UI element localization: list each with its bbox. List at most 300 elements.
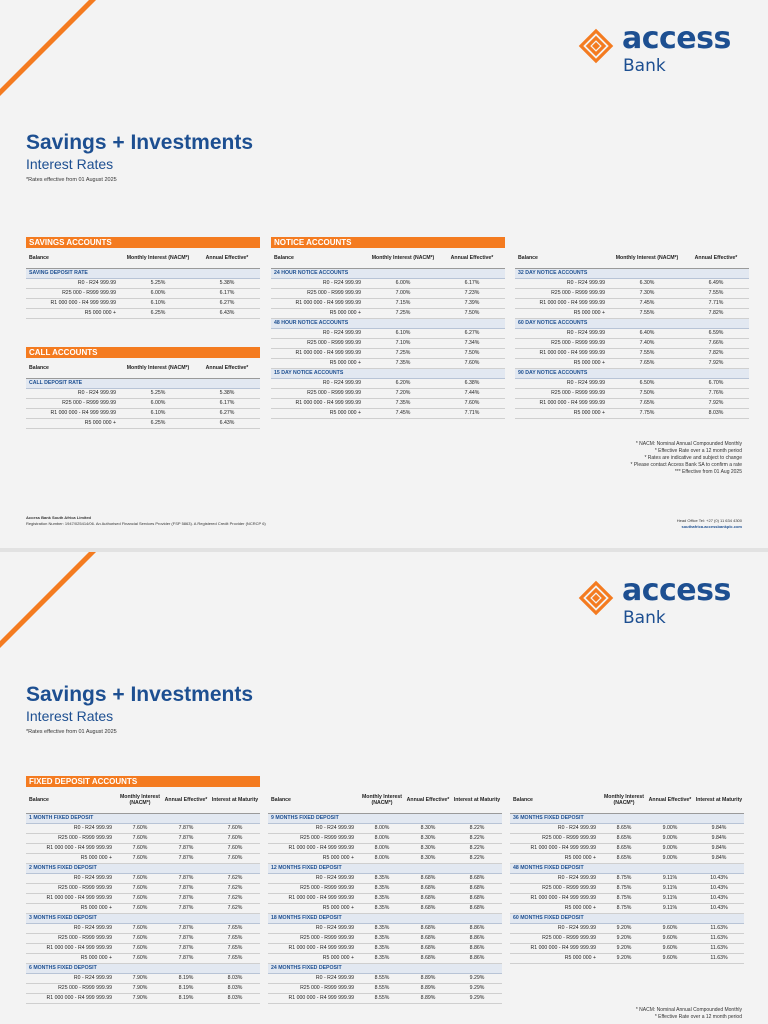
rate-cell: 7.55% — [683, 288, 749, 298]
rate-cell: 8.75% — [602, 883, 646, 893]
balance-cell: R1 000 000 - R4 999 999.99 — [268, 893, 360, 903]
rate-footnotes — [522, 441, 742, 476]
balance-cell: R0 - R24 999.99 — [26, 923, 118, 933]
rate-cell: 7.87% — [162, 853, 210, 863]
balance-cell: R5 000 000 + — [26, 418, 122, 428]
balance-cell: R1 000 000 - R4 999 999.99 — [268, 843, 360, 853]
rate-cell: 7.92% — [683, 398, 749, 408]
rate-cell: 9.11% — [646, 883, 694, 893]
rate-cell: 10.43% — [694, 883, 744, 893]
rate-cell: 8.86% — [452, 923, 502, 933]
rate-cell: 7.44% — [439, 388, 505, 398]
rate-cell: 8.03% — [210, 973, 260, 983]
rate-cell: 9.11% — [646, 903, 694, 913]
rate-cell: 6.59% — [683, 328, 749, 338]
rate-cell: 9.60% — [646, 943, 694, 953]
rate-cell: 6.25% — [122, 308, 194, 318]
balance-cell: R1 000 000 - R4 999 999.99 — [510, 893, 602, 903]
table-row — [271, 328, 505, 338]
contact-footer — [560, 518, 742, 530]
table-row — [26, 298, 260, 308]
rate-cell: 8.22% — [452, 823, 502, 833]
rate-cell: 5.25% — [122, 388, 194, 398]
rate-group-header — [515, 318, 749, 328]
table-row — [515, 278, 749, 288]
rate-cell: 7.87% — [162, 923, 210, 933]
rate-cell: 6.70% — [683, 378, 749, 388]
table-row — [510, 923, 744, 933]
table-row — [268, 833, 502, 843]
rate-footnotes — [522, 1007, 742, 1021]
balance-cell: R1 000 000 - R4 999 999.99 — [510, 843, 602, 853]
table-row — [271, 348, 505, 358]
rate-cell: 6.17% — [194, 288, 260, 298]
rate-cell: 7.65% — [611, 358, 683, 368]
table-row — [26, 823, 260, 833]
balance-cell: R25 000 - R999 999.99 — [271, 288, 367, 298]
rate-cell: 11.63% — [694, 933, 744, 943]
table-row — [515, 298, 749, 308]
rate-cell: 11.63% — [694, 943, 744, 953]
rate-cell: 8.65% — [602, 843, 646, 853]
table-row — [510, 903, 744, 913]
rate-cell: 8.89% — [404, 993, 452, 1003]
table-row — [510, 953, 744, 963]
rate-cell: 8.68% — [404, 953, 452, 963]
rate-cell: 9.84% — [694, 853, 744, 863]
rate-cell: 7.62% — [210, 873, 260, 883]
table-row — [510, 943, 744, 953]
page-subtitle: Interest Rates — [26, 156, 114, 172]
rate-cell: 7.76% — [683, 388, 749, 398]
rate-cell: 8.68% — [452, 873, 502, 883]
balance-cell: R1 000 000 - R4 999 999.99 — [26, 298, 122, 308]
rate-cell: 9.00% — [646, 843, 694, 853]
footnote-line: * Rates are indicative and subject to change — [644, 455, 742, 461]
rate-cell: 8.68% — [404, 933, 452, 943]
access-bank-logo — [578, 573, 748, 628]
rate-group-title: SAVING DEPOSIT RATE — [26, 268, 260, 278]
rate-cell: 8.35% — [360, 903, 404, 913]
table-row — [271, 298, 505, 308]
balance-cell: R25 000 - R999 999.99 — [510, 883, 602, 893]
rate-cell: 9.20% — [602, 943, 646, 953]
table-row — [26, 903, 260, 913]
rate-cell: 7.15% — [367, 298, 439, 308]
footnote-line: * Effective Rate over a 12 month period — [654, 1014, 742, 1020]
rates-effective-note: *Rates effective from 01 August 2025 — [26, 729, 117, 735]
balance-cell: R5 000 000 + — [26, 953, 118, 963]
table-row — [271, 308, 505, 318]
rate-cell: 7.60% — [118, 893, 162, 903]
balance-cell: R0 - R24 999.99 — [26, 873, 118, 883]
rate-cell: 6.38% — [439, 378, 505, 388]
rate-cell: 7.71% — [439, 408, 505, 418]
rate-cell: 8.68% — [452, 893, 502, 903]
rate-cell: 7.87% — [162, 933, 210, 943]
table-row — [268, 883, 502, 893]
balance-cell: R0 - R24 999.99 — [26, 823, 118, 833]
table-row — [26, 983, 260, 993]
table-row — [26, 873, 260, 883]
rate-cell: 6.10% — [122, 408, 194, 418]
website-link[interactable]: southafrica.accessbankplc.com — [681, 524, 742, 529]
access-bank-logo — [578, 21, 748, 76]
rate-group-header — [268, 913, 502, 923]
rate-cell: 8.35% — [360, 943, 404, 953]
rate-cell: 7.50% — [611, 388, 683, 398]
rate-cell: 7.87% — [162, 883, 210, 893]
balance-cell: R0 - R24 999.99 — [510, 873, 602, 883]
rate-cell: 10.43% — [694, 903, 744, 913]
rate-cell: 8.68% — [404, 923, 452, 933]
col-annual-effective: Annual Effective* — [404, 787, 452, 813]
rate-group-title: 9 MONTHS FIXED DEPOSIT — [268, 813, 502, 823]
col-balance: Balance — [515, 248, 611, 268]
rate-cell: 9.20% — [602, 923, 646, 933]
rate-group-header — [510, 913, 744, 923]
table-row — [510, 933, 744, 943]
logo-wordmark: access — [622, 573, 731, 608]
rate-cell: 6.20% — [367, 378, 439, 388]
rate-cell: 6.27% — [439, 328, 505, 338]
rate-cell: 7.87% — [162, 953, 210, 963]
table-row — [271, 358, 505, 368]
balance-cell: R25 000 - R999 999.99 — [26, 833, 118, 843]
rate-group-title: 12 MONTHS FIXED DEPOSIT — [268, 863, 502, 873]
rate-cell: 11.63% — [694, 953, 744, 963]
fixed-deposit-table-short-term — [26, 787, 260, 1004]
rate-group-header — [271, 368, 505, 378]
logo-subtext: Bank — [623, 56, 666, 76]
rate-cell: 9.60% — [646, 953, 694, 963]
rate-cell: 7.60% — [210, 853, 260, 863]
rate-cell: 9.60% — [646, 923, 694, 933]
rate-cell: 8.55% — [360, 973, 404, 983]
rate-cell: 7.60% — [118, 933, 162, 943]
rate-cell: 8.03% — [210, 993, 260, 1003]
table-row — [515, 398, 749, 408]
rate-cell: 7.39% — [439, 298, 505, 308]
rate-cell: 7.60% — [118, 943, 162, 953]
rate-cell: 5.25% — [122, 278, 194, 288]
rate-cell: 8.30% — [404, 833, 452, 843]
rate-cell: 9.20% — [602, 933, 646, 943]
rate-cell: 6.43% — [194, 418, 260, 428]
company-footer — [26, 515, 266, 527]
balance-cell: R0 - R24 999.99 — [26, 973, 118, 983]
rate-group-header — [26, 268, 260, 278]
rate-cell: 9.84% — [694, 823, 744, 833]
col-annual-effective: Annual Effective* — [646, 787, 694, 813]
table-row — [268, 843, 502, 853]
balance-cell: R0 - R24 999.99 — [510, 823, 602, 833]
balance-cell: R25 000 - R999 999.99 — [26, 398, 122, 408]
table-row — [515, 288, 749, 298]
rate-cell: 6.17% — [194, 398, 260, 408]
table-row — [268, 973, 502, 983]
rate-cell: 8.75% — [602, 873, 646, 883]
table-row — [268, 893, 502, 903]
col-balance: Balance — [510, 787, 602, 813]
rate-cell: 6.50% — [611, 378, 683, 388]
rate-group-title: 24 HOUR NOTICE ACCOUNTS — [271, 268, 505, 278]
rate-cell: 7.25% — [367, 348, 439, 358]
table-row — [26, 953, 260, 963]
rate-cell: 8.68% — [404, 873, 452, 883]
balance-cell: R25 000 - R999 999.99 — [26, 288, 122, 298]
rate-cell: 7.87% — [162, 843, 210, 853]
logo-subtext: Bank — [623, 608, 666, 628]
savings-accounts-header: SAVINGS ACCOUNTS — [26, 237, 260, 248]
rate-group-title: 90 DAY NOTICE ACCOUNTS — [515, 368, 749, 378]
rate-cell: 6.00% — [367, 278, 439, 288]
rate-cell: 7.55% — [611, 308, 683, 318]
rate-cell: 8.00% — [360, 833, 404, 843]
page-subtitle: Interest Rates — [26, 708, 114, 724]
rate-cell: 11.63% — [694, 923, 744, 933]
rate-cell: 7.60% — [118, 903, 162, 913]
balance-cell: R0 - R24 999.99 — [26, 388, 122, 398]
rate-cell: 8.30% — [404, 853, 452, 863]
rate-group-header — [26, 863, 260, 873]
rate-cell: 8.68% — [404, 943, 452, 953]
rate-group-title: 3 MONTHS FIXED DEPOSIT — [26, 913, 260, 923]
rate-cell: 9.84% — [694, 843, 744, 853]
balance-cell: R5 000 000 + — [268, 853, 360, 863]
rate-cell: 9.00% — [646, 853, 694, 863]
balance-cell: R25 000 - R999 999.99 — [26, 883, 118, 893]
rate-group-header — [26, 378, 260, 388]
balance-cell: R0 - R24 999.99 — [271, 328, 367, 338]
rate-group-title: 60 DAY NOTICE ACCOUNTS — [515, 318, 749, 328]
balance-cell: R5 000 000 + — [271, 358, 367, 368]
rate-cell: 7.87% — [162, 903, 210, 913]
rate-cell: 7.50% — [439, 348, 505, 358]
col-annual-effective: Annual Effective* — [194, 248, 260, 268]
balance-cell: R5 000 000 + — [510, 903, 602, 913]
rate-cell: 7.30% — [611, 288, 683, 298]
col-interest-at-maturity: Interest at Maturity — [694, 787, 744, 813]
rate-cell: 9.00% — [646, 833, 694, 843]
rate-cell: 6.27% — [194, 408, 260, 418]
rate-group-header — [510, 813, 744, 823]
rate-cell: 7.60% — [118, 953, 162, 963]
rate-cell: 8.19% — [162, 973, 210, 983]
rate-cell: 7.34% — [439, 338, 505, 348]
balance-cell: R5 000 000 + — [515, 308, 611, 318]
table-row — [515, 378, 749, 388]
rate-cell: 7.90% — [118, 973, 162, 983]
rate-cell: 9.29% — [452, 983, 502, 993]
rate-cell: 8.75% — [602, 903, 646, 913]
rate-cell: 8.19% — [162, 983, 210, 993]
table-row — [26, 973, 260, 983]
col-monthly-interest: Monthly Interest (NACM*) — [367, 248, 439, 268]
table-row — [271, 278, 505, 288]
table-row — [271, 378, 505, 388]
rate-cell: 6.17% — [439, 278, 505, 288]
rate-cell: 8.65% — [602, 853, 646, 863]
rate-cell: 8.68% — [404, 883, 452, 893]
rate-cell: 7.35% — [367, 398, 439, 408]
rate-group-header — [268, 963, 502, 973]
balance-cell: R25 000 - R999 999.99 — [271, 388, 367, 398]
col-annual-effective: Annual Effective* — [439, 248, 505, 268]
access-logo-mark-icon — [578, 580, 614, 616]
rate-cell: 8.86% — [452, 943, 502, 953]
rate-group-header — [26, 813, 260, 823]
balance-cell: R25 000 - R999 999.99 — [515, 388, 611, 398]
col-annual-effective: Annual Effective* — [194, 358, 260, 378]
rate-cell: 7.65% — [210, 933, 260, 943]
table-row — [26, 418, 260, 428]
rate-cell: 7.92% — [683, 358, 749, 368]
notice-rates-table-long — [515, 248, 749, 419]
balance-cell: R5 000 000 + — [510, 953, 602, 963]
rate-cell: 7.65% — [210, 943, 260, 953]
rate-cell: 8.22% — [452, 843, 502, 853]
rate-cell: 6.25% — [122, 418, 194, 428]
rate-cell: 5.38% — [194, 388, 260, 398]
rate-cell: 7.25% — [367, 308, 439, 318]
footnote-line: *** Effective from 01 Aug 2025 — [674, 469, 742, 475]
balance-cell: R25 000 - R999 999.99 — [26, 983, 118, 993]
rate-cell: 8.35% — [360, 953, 404, 963]
registration-text: Registration Number: 1947/025414/06. An Authorised Financial Services Provider (FSP 5863). A Registered Credit Provider (NCRCP 6) — [26, 521, 266, 526]
table-row — [268, 993, 502, 1003]
rate-cell: 8.35% — [360, 923, 404, 933]
balance-cell: R5 000 000 + — [268, 903, 360, 913]
fixed-deposit-table-mid-term — [268, 787, 502, 1004]
notice-rates-table-short — [271, 248, 505, 419]
col-annual-effective: Annual Effective* — [683, 248, 749, 268]
rate-cell: 6.27% — [194, 298, 260, 308]
rate-cell: 7.35% — [367, 358, 439, 368]
table-row — [271, 388, 505, 398]
rate-cell: 8.68% — [452, 903, 502, 913]
rate-cell: 8.75% — [602, 893, 646, 903]
rate-cell: 8.86% — [452, 953, 502, 963]
table-row — [271, 398, 505, 408]
balance-cell: R25 000 - R999 999.99 — [515, 338, 611, 348]
page-title: Savings + Investments — [26, 683, 254, 706]
rate-cell: 6.10% — [122, 298, 194, 308]
balance-cell: R5 000 000 + — [26, 903, 118, 913]
rate-cell: 8.35% — [360, 873, 404, 883]
rate-cell: 6.49% — [683, 278, 749, 288]
rates-effective-note: *Rates effective from 01 August 2025 — [26, 177, 117, 183]
table-row — [510, 893, 744, 903]
balance-cell: R5 000 000 + — [271, 308, 367, 318]
table-row — [268, 853, 502, 863]
balance-cell: R0 - R24 999.99 — [271, 278, 367, 288]
col-balance: Balance — [271, 248, 367, 268]
rate-cell: 8.03% — [683, 408, 749, 418]
rate-cell: 6.40% — [611, 328, 683, 338]
balance-cell: R25 000 - R999 999.99 — [510, 933, 602, 943]
rate-cell: 7.60% — [118, 883, 162, 893]
rate-cell: 7.71% — [683, 298, 749, 308]
rate-cell: 7.60% — [439, 358, 505, 368]
rate-group-header — [268, 813, 502, 823]
rate-cell: 8.86% — [452, 933, 502, 943]
table-row — [268, 903, 502, 913]
rate-group-title: 18 MONTHS FIXED DEPOSIT — [268, 913, 502, 923]
rate-cell: 7.60% — [118, 923, 162, 933]
rate-cell: 8.00% — [360, 823, 404, 833]
rate-cell: 8.68% — [404, 893, 452, 903]
rate-cell: 9.00% — [646, 823, 694, 833]
col-annual-effective: Annual Effective* — [162, 787, 210, 813]
rate-cell: 9.84% — [694, 833, 744, 843]
col-monthly-interest: Monthly Interest (NACM*) — [122, 358, 194, 378]
rate-cell: 7.60% — [118, 823, 162, 833]
balance-cell: R0 - R24 999.99 — [515, 328, 611, 338]
fixed-deposit-header: FIXED DEPOSIT ACCOUNTS — [26, 776, 260, 787]
table-row — [515, 348, 749, 358]
rate-cell: 7.75% — [611, 408, 683, 418]
balance-cell: R25 000 - R999 999.99 — [268, 983, 360, 993]
balance-cell: R25 000 - R999 999.99 — [515, 288, 611, 298]
balance-cell: R5 000 000 + — [510, 853, 602, 863]
table-row — [510, 843, 744, 853]
balance-cell: R1 000 000 - R4 999 999.99 — [271, 398, 367, 408]
access-logo-mark-icon — [578, 28, 614, 64]
rate-cell: 9.11% — [646, 893, 694, 903]
rate-cell: 8.89% — [404, 983, 452, 993]
balance-cell: R0 - R24 999.99 — [268, 823, 360, 833]
rate-cell: 6.00% — [122, 288, 194, 298]
col-balance: Balance — [26, 358, 122, 378]
rate-group-title: 60 MONTHS FIXED DEPOSIT — [510, 913, 744, 923]
table-row — [26, 833, 260, 843]
rate-cell: 7.60% — [439, 398, 505, 408]
rate-cell: 9.11% — [646, 873, 694, 883]
table-row — [515, 328, 749, 338]
table-row — [510, 853, 744, 863]
rate-cell: 7.87% — [162, 893, 210, 903]
table-row — [510, 823, 744, 833]
rate-group-header — [510, 863, 744, 873]
rate-cell: 10.43% — [694, 893, 744, 903]
rate-cell: 9.29% — [452, 973, 502, 983]
col-monthly-interest: Monthly Interest (NACM*) — [122, 248, 194, 268]
rate-cell: 7.50% — [439, 308, 505, 318]
rate-group-title: 6 MONTHS FIXED DEPOSIT — [26, 963, 260, 973]
rate-cell: 9.60% — [646, 933, 694, 943]
balance-cell: R0 - R24 999.99 — [26, 278, 122, 288]
head-office-phone: Head Office Tel: +27 (0) 11 634 4300 — [676, 518, 742, 523]
rate-cell: 7.87% — [162, 833, 210, 843]
rate-cell: 6.00% — [122, 398, 194, 408]
table-row — [26, 883, 260, 893]
col-balance: Balance — [26, 787, 118, 813]
table-row — [515, 358, 749, 368]
table-row — [26, 933, 260, 943]
rate-cell: 7.90% — [118, 983, 162, 993]
rate-cell: 8.00% — [360, 843, 404, 853]
rate-cell: 5.38% — [194, 278, 260, 288]
rate-group-header — [515, 268, 749, 278]
rate-cell: 7.62% — [210, 883, 260, 893]
balance-cell: R5 000 000 + — [268, 953, 360, 963]
balance-cell: R0 - R24 999.99 — [515, 278, 611, 288]
savings-rates-table — [26, 248, 260, 319]
balance-cell: R0 - R24 999.99 — [268, 973, 360, 983]
table-row — [26, 993, 260, 1003]
rate-group-header — [268, 863, 502, 873]
